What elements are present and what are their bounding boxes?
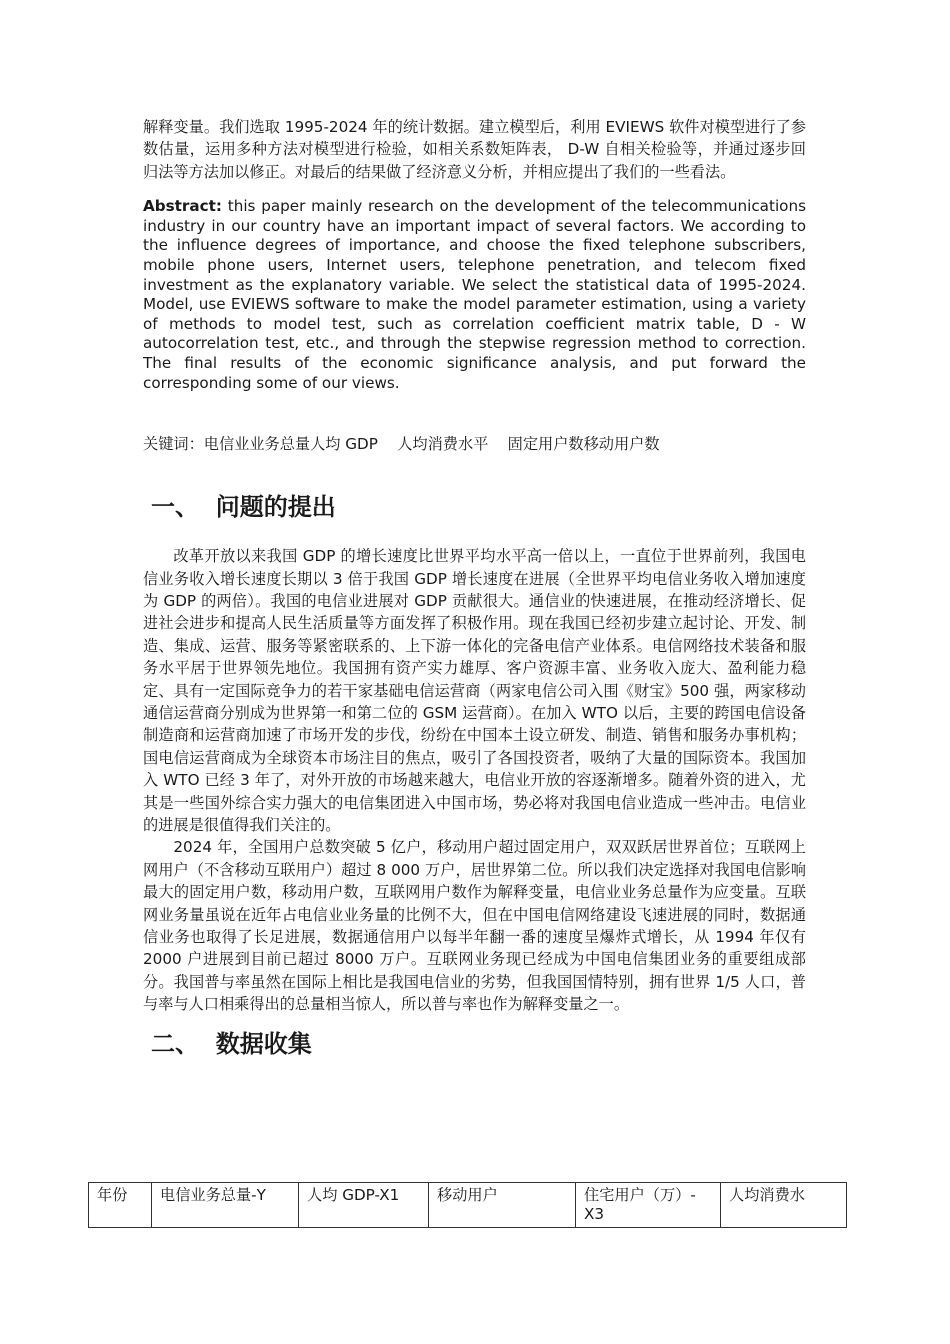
table-header-cell: 电信业务总量-Y bbox=[152, 1183, 299, 1228]
table-header-cell: 住宅用户（万）-X3 bbox=[576, 1183, 721, 1228]
data-table bbox=[88, 1182, 847, 1228]
intro-paragraph: 解释变量。我们选取 1995-2024 年的统计数据。建立模型后，利用 EVIEWS 软件对模型进行了参数估量，运用多种方法对模型进行检验，如相关系数矩阵表， D-W 自相关检验等，并通过逐步回归法等方法加以修正。对最后的结果做了经济意义分析，并相应提出了我们的一些看法。 bbox=[143, 118, 806, 181]
table-header-cell: 人均 GDP-X1 bbox=[299, 1183, 429, 1228]
table-header-cell: 移动用户 bbox=[429, 1183, 576, 1228]
keywords-line: 关键词：电信业业务总量人均 GDP 人均消费水平 固定用户数移动用户数 bbox=[143, 435, 660, 454]
abstract-label: Abstract: bbox=[143, 197, 223, 216]
section1-paragraph-2: 2024 年，全国用户总数突破 5 亿户，移动用户超过固定用户，双双跃居世界首位；互联网上网用户（不含移动互联用户）超过 8 000 万户，居世界第二位。所以我们决定选择对我国电信影响最大的固定用户数，移动用户数，互联网用户数作为解释变量，电信业业务总量作为应变量。互联网业务量虽说在近年占电信业业务量的比例不大，但在中国电信网络建设飞速进展的同时，数据通信业务也取得了长足进展，数据通信用户以每半年翻一番的速度呈爆炸式增长，从 1994 年仅有 2000 户进展到目前已超过 8000 万户。互联网业务现已经成为中国电信集团业务的重要组成部分。我国普与率虽然在国际上相比是我国电信业的劣势，但我国国情特别，拥有世界 1/5 人口，普与率与人口相乘得出的总量相当惊人，所以普与率也作为解释变量之一。 bbox=[143, 838, 806, 1014]
abstract-text: this paper mainly research on the development of the telecommunications industry in our country have an important impact of several factors. We according to the influence degrees of importance, and choose the fixed telephone subscribers, mobile phone users, Internet users, telephone penetration, and telecom fixed investment as the explanatory variable. We select the statistical data of 1995-2024. Model, use EVIEWS software to make the model parameter estimation, using a variety of methods to model test, such as correlation coefficient matrix table, D - W autocorrelation test, etc., and through the stepwise regression method to correction. The final results of the economic significance analysis, and put forward the corresponding some of our views. bbox=[143, 197, 806, 392]
abstract-paragraph bbox=[143, 197, 806, 393]
section-heading-problem: 一、 问题的提出 bbox=[151, 493, 336, 522]
table-header-row bbox=[89, 1183, 847, 1228]
table-header-cell: 年份 bbox=[89, 1183, 152, 1228]
section-heading-data: 二、 数据收集 bbox=[151, 1029, 312, 1058]
section1-paragraph-1: 改革开放以来我国 GDP 的增长速度比世界平均水平高一倍以上，一直位于世界前列，我国电信业务收入增长速度长期以 3 倍于我国 GDP 增长速度在进展（全世界平均电信业务收入增加速度为 GDP 的两倍）。我国的电信业进展对 GDP 贡献很大。通信业的快速进展，在推动经济增长、促进社会进步和提高人民生活质量等方面发挥了积极作用。现在我国已经初步建立起讨论、开发、制造、集成、运营、服务等紧密联系的、上下游一体化的完备电信产业体系。电信网络技术装备和服务水平居于世界领先地位。我国拥有资产实力雄厚、客户资源丰富、业务收入庞大、盈利能力稳定、具有一定国际竞争力的若干家基础电信运营商（两家电信公司入围《财宝》500 强，两家移动通信运营商分别成为世界第一和第二位的 GSM 运营商）。在加入 WTO 以后，主要的跨国电信设备制造商和运营商加速了市场开发的步伐，纷纷在中国本土设立研发、制造、销售和服务办事机构；国电信运营商成为全球资本市场注目的焦点，吸引了各国投资者，吸纳了大量的国际资本。我国加入 WTO 已经 3 年了，对外开放的市场越来越大，电信业开放的容逐渐增多。随着外资的进入，尤其是一些国外综合实力强大的电信集团进入中国市场，势必将对我国电信业造成一些冲击。电信业的进展是很值得我们关注的。 bbox=[143, 547, 806, 835]
document-page bbox=[143, 116, 806, 1072]
table-header-cell: 人均消费水 bbox=[721, 1183, 847, 1228]
